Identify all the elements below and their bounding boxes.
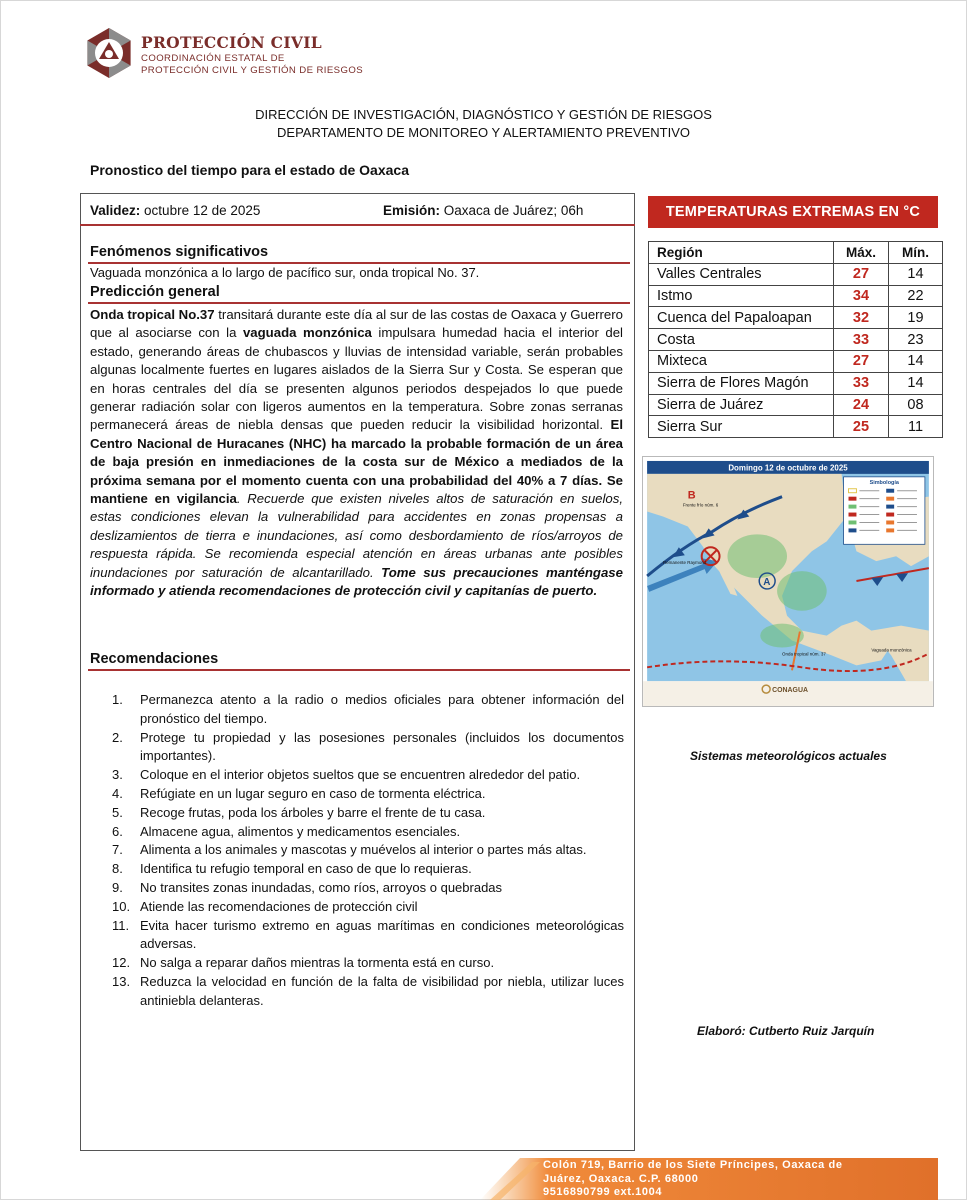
recommendation-number: 4. xyxy=(112,785,123,801)
temperatures-table xyxy=(648,241,943,438)
recommendation-item xyxy=(112,729,624,767)
prediction-heading: Predicción general xyxy=(90,284,220,300)
tropical-wave-label: Onda tropical núm. 37 xyxy=(782,651,826,657)
temperature-region: Istmo xyxy=(649,285,834,307)
recommendation-number: 9. xyxy=(112,879,123,895)
recommendation-item xyxy=(112,691,624,729)
map-legend-title: Simbología xyxy=(869,479,899,486)
map-legend xyxy=(844,477,925,544)
temperature-min: 14 xyxy=(889,372,943,394)
emission-value: Oaxaca de Juárez; 06h xyxy=(443,203,584,218)
prediction-bold-2: vaguada monzónica xyxy=(242,325,372,341)
temperature-region: Sierra de Juárez xyxy=(649,394,834,416)
column-header-region: Región xyxy=(649,242,834,264)
department-line-2: DEPARTAMENTO DE MONITOREO Y ALERTAMIENTO PREVENTIVO xyxy=(277,125,690,140)
temperature-row xyxy=(649,329,943,351)
recommendation-item xyxy=(112,766,624,785)
emission-label: Emisión xyxy=(383,203,436,218)
recommendations-heading: Recomendaciones xyxy=(90,651,219,667)
temperature-row xyxy=(649,394,943,416)
brand-subtitle xyxy=(141,53,363,77)
recommendation-text: Coloque en el interior objetos sueltos que se encuentren alrededor del patio. xyxy=(140,767,581,783)
temperature-min: 14 xyxy=(889,263,943,285)
recommendation-number: 11. xyxy=(112,917,130,933)
temperature-max: 32 xyxy=(834,307,889,329)
high-pressure-label: A xyxy=(763,576,771,588)
divider xyxy=(88,262,630,264)
document-title: Pronostico del tiempo para el estado de Oaxaca xyxy=(90,162,409,178)
proteccion-civil-logo xyxy=(82,26,136,80)
recommendation-item xyxy=(112,879,624,898)
recommendation-item xyxy=(112,898,624,917)
temperature-region: Costa xyxy=(649,329,834,351)
recommendation-text: Protege tu propiedad y las posesiones personales (incluidos los documentos importantes). xyxy=(140,729,624,764)
department-line-1: DIRECCIÓN DE INVESTIGACIÓN, DIAGNÓSTICO Y GESTIÓN DE RIESGOS xyxy=(255,107,712,122)
cold-front-label: Frente frío núm. 6 xyxy=(682,502,719,508)
recommendation-text: Evita hacer turismo extremo en aguas marítimas en condiciones meteorológicas adversas. xyxy=(140,917,624,952)
temperatures-banner: TEMPERATURAS EXTREMAS EN °C xyxy=(648,196,938,228)
prediction-italic: . Recuerde que existen niveles altos de saturación en suelos, estas condiciones elevan la vulnerabilidad para accidentes en zonas propensas a deslizamientos de tierra e inundaciones, así como desbordamiento de ríos/arroyos de respuesta rápida. Se recomienda especial atención en áreas urbanas ante posibles inundaciones por saturación de alcantarillado. xyxy=(90,491,624,580)
recommendation-item xyxy=(112,954,624,973)
temperature-min: 19 xyxy=(889,307,943,329)
prediction-text xyxy=(90,306,623,601)
recommendation-text: Alimenta a los animales y mascotas y muévelos al interior o partes más altas. xyxy=(140,842,587,858)
recommendation-text: Identifica tu refugio temporal en caso de que lo requieras. xyxy=(140,861,472,877)
rain-area xyxy=(727,534,787,578)
temperature-max: 27 xyxy=(834,350,889,372)
temperature-row xyxy=(649,307,943,329)
recommendation-text: Almacene agua, alimentos y medicamentos esenciales. xyxy=(140,823,461,839)
recommendation-text: Atiende las recomendaciones de protección civil xyxy=(140,898,418,914)
brand-title: PROTECCIÓN CIVIL xyxy=(141,33,322,52)
temperature-min: 23 xyxy=(889,329,943,351)
recommendation-number: 10. xyxy=(112,898,131,914)
temperature-max: 34 xyxy=(834,285,889,307)
remnant-label: Remanente Raymond xyxy=(663,560,707,566)
recommendation-number: 13. xyxy=(112,973,131,989)
prediction-text-2: impulsara humedad hacia el interior del estado, generando áreas de chubascos y lluvias de intensidad variable, serán probables algunas localmente fuertes en lugares aislados de la Sierra Sur y Costa. Se esperan que en horas centrales del día se presenten algunos periodos despejados lo que puede generar radiación solar con ligeros aumentos en la temperatura. Sobre zonas serranas permanecerá áreas de niebla densas que pueden reducir la visibilidad horizontal. xyxy=(90,325,623,433)
weather-systems-map xyxy=(642,456,934,707)
prediction-nhc-notice: El Centro Nacional de Huracanes (NHC) ha marcado la probable formación de un área de baja presión en inmediaciones de la costa sur de México a mediados de la próxima semana por el momento cuenta con una probabilidad del 40% a 7 días. Se mantiene en vigilancia xyxy=(90,417,623,507)
recommendation-number: 7. xyxy=(112,842,123,858)
recommendation-item xyxy=(112,917,624,955)
footer-address xyxy=(543,1159,913,1200)
emission: Emisión: Oaxaca de Juárez; 06h xyxy=(383,203,584,218)
recommendation-item xyxy=(112,860,624,879)
recommendation-item xyxy=(112,785,624,804)
validity: Validez: octubre 12 de 2025 xyxy=(90,203,261,218)
recommendation-text: No transites zonas inundadas, como ríos, arroyos o quebradas xyxy=(140,879,503,895)
conagua-logo-text: CONAGUA xyxy=(772,687,808,695)
column-header-max: Máx. xyxy=(834,242,889,264)
footer-line-3: 9516890799 ext.1004 xyxy=(543,1186,663,1198)
recommendation-text: Recoge frutas, poda los árboles y barre el frente de tu casa. xyxy=(140,804,486,820)
temperature-row xyxy=(649,263,943,285)
phenomena-text: Vaguada monzónica a lo largo de pacífico sur, onda tropical No. 37. xyxy=(90,265,480,280)
divider xyxy=(88,669,630,671)
monsoon-trough-label: Vaguada monzónica xyxy=(871,647,912,653)
temperature-region: Mixteca xyxy=(649,350,834,372)
rain-area xyxy=(777,571,827,611)
map-title: Domingo 12 de octubre de 2025 xyxy=(728,463,848,473)
temperature-max: 27 xyxy=(834,263,889,285)
recommendations-list xyxy=(112,691,624,1011)
recommendation-text: No salga a reparar daños mientras la tormenta está en curso. xyxy=(140,955,495,971)
temperature-row xyxy=(649,372,943,394)
map-caption: Sistemas meteorológicos actuales xyxy=(690,749,887,763)
recommendation-number: 2. xyxy=(112,729,123,745)
prediction-text-1: transitará durante este día al sur de las costas de Oaxaca y Guerrero que al asociarse con la xyxy=(90,307,623,341)
temperature-max: 33 xyxy=(834,372,889,394)
recommendation-number: 12. xyxy=(112,955,131,971)
temperature-max: 25 xyxy=(834,416,889,438)
brand-subtitle-line-1: COORDINACIÓN ESTATAL DE xyxy=(141,53,285,64)
divider xyxy=(80,224,635,226)
temperature-region: Sierra de Flores Magón xyxy=(649,372,834,394)
phenomena-heading: Fenómenos significativos xyxy=(90,244,269,260)
recommendation-item xyxy=(112,841,624,860)
recommendation-item xyxy=(112,804,624,823)
low-pressure-label: B xyxy=(687,489,696,502)
brand-subtitle-line-2: PROTECCIÓN CIVIL Y GESTIÓN DE RIESGOS xyxy=(141,65,363,76)
temperature-row xyxy=(649,285,943,307)
temperature-max: 33 xyxy=(834,329,889,351)
temperature-min: 11 xyxy=(889,416,943,438)
recommendation-item xyxy=(112,823,624,842)
temperatures-header-row xyxy=(649,242,943,264)
recommendation-number: 3. xyxy=(112,767,123,783)
temperature-min: 22 xyxy=(889,285,943,307)
recommendation-item xyxy=(112,973,624,1011)
temperature-max: 24 xyxy=(834,394,889,416)
temperature-row xyxy=(649,350,943,372)
recommendation-number: 1. xyxy=(112,692,123,707)
recommendation-text: Refúgiate en un lugar seguro en caso de tormenta eléctrica. xyxy=(140,785,486,801)
temperature-region: Cuenca del Papaloapan xyxy=(649,307,834,329)
temperature-min: 14 xyxy=(889,350,943,372)
temperature-row xyxy=(649,416,943,438)
recommendation-number: 8. xyxy=(112,861,123,877)
recommendation-text: Permanezca atento a la radio o medios oficiales para obtener información del pronóstico del tiempo. xyxy=(140,692,624,726)
prediction-bold-1: Onda tropical No.37 xyxy=(90,307,215,322)
validity-label: Validez xyxy=(90,203,136,218)
temperature-region: Valles Centrales xyxy=(649,263,834,285)
temperature-region: Sierra Sur xyxy=(649,416,834,438)
column-header-min: Mín. xyxy=(889,242,943,264)
footer-line-2: Juárez, Oaxaca. C.P. 68000 xyxy=(543,1172,699,1185)
validity-value: octubre 12 de 2025 xyxy=(144,203,261,218)
divider xyxy=(88,302,630,304)
recommendation-number: 6. xyxy=(112,823,123,839)
prediction-closing: Tome sus precauciones manténgase informado y atienda recomendaciones de protección civil y capitanías de puerto. xyxy=(90,564,623,599)
temperature-min: 08 xyxy=(889,394,943,416)
author-credit: Elaboró: Cutberto Ruiz Jarquín xyxy=(697,1024,875,1038)
footer-line-1: Colón 719, Barrio de los Siete Príncipes, Oaxaca de xyxy=(543,1159,843,1171)
recommendation-number: 5. xyxy=(112,804,123,820)
recommendation-text: Reduzca la velocidad en función de la falta de visibilidad por niebla, utilizar luces antiniebla delanteras. xyxy=(140,973,624,1008)
